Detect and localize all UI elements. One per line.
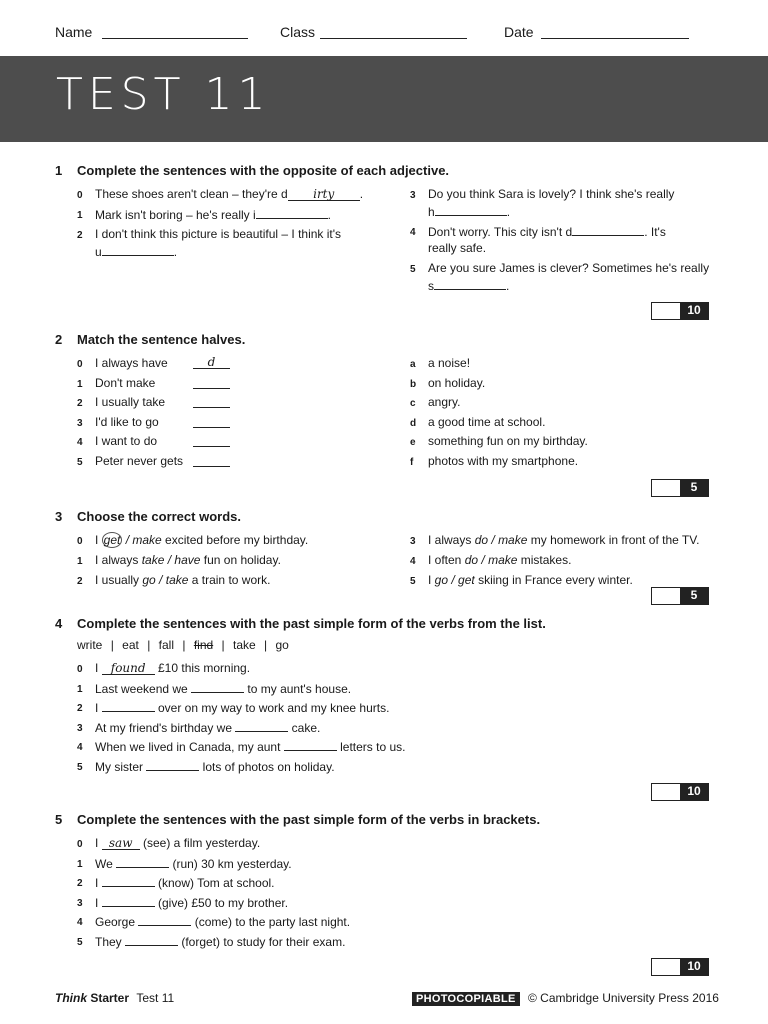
option[interactable]: take xyxy=(165,573,189,587)
word-separator: | xyxy=(182,638,186,652)
item-text: My sister xyxy=(95,759,147,774)
item-text: on holiday. xyxy=(428,375,486,390)
item-number: 1 xyxy=(77,858,83,870)
answer-blank[interactable] xyxy=(435,204,507,216)
item-number: 3 xyxy=(410,536,416,547)
item-number: 0 xyxy=(77,664,83,675)
item-text: When we lived in Canada, my aunt xyxy=(95,740,284,755)
name-field-line[interactable] xyxy=(102,38,248,39)
s1-item-3 xyxy=(428,187,674,201)
separator: / xyxy=(122,533,133,547)
item-number: 2 xyxy=(77,703,83,715)
s1-item-3-line2 xyxy=(428,204,510,219)
item-number: 5 xyxy=(77,761,83,773)
s1-item-4-line2: really safe. xyxy=(428,241,487,255)
item-number: 0 xyxy=(77,536,83,547)
item-number: 5 xyxy=(77,936,83,948)
answer-blank[interactable] xyxy=(193,416,230,428)
word-list-item: write xyxy=(77,638,103,652)
item-number: 4 xyxy=(77,437,83,449)
answer-blank[interactable] xyxy=(138,914,191,926)
item-number: 3 xyxy=(77,722,83,734)
word-separator: | xyxy=(147,638,151,652)
item-text: a good time at school. xyxy=(428,414,546,429)
option[interactable]: do xyxy=(474,533,489,547)
item-text: I always xyxy=(428,533,475,547)
item-number: 3 xyxy=(410,190,416,201)
item-text: u xyxy=(95,245,102,259)
word-list-item: fall xyxy=(158,638,174,652)
item-letter: b xyxy=(410,378,417,390)
item-text: I xyxy=(95,836,102,850)
item-number: 0 xyxy=(77,190,83,201)
item-text: a noise! xyxy=(428,356,471,370)
item-letter: a xyxy=(410,359,416,370)
answer-blank: saw xyxy=(102,838,140,850)
item-text: (see) a film yesterday. xyxy=(139,836,261,850)
s1-item-5 xyxy=(428,261,709,275)
item-text: I xyxy=(95,661,102,675)
item-letter: c xyxy=(410,398,416,410)
item-text: s xyxy=(428,279,434,293)
score-total: 10 xyxy=(680,959,708,975)
item-text: cake. xyxy=(288,720,321,735)
section-3-instruction: Choose the correct words. xyxy=(77,509,241,524)
item-text: Mark isn't boring – he's really i xyxy=(95,208,256,222)
item-text: Don't worry. This city isn't d xyxy=(428,225,573,239)
answer-blank[interactable] xyxy=(434,278,506,290)
item-text: Peter never gets xyxy=(95,453,184,468)
item-text: (forget) to study for their exam. xyxy=(178,934,346,949)
answer-blank: found xyxy=(102,663,155,675)
date-label: Date xyxy=(504,24,534,40)
item-number: 4 xyxy=(77,917,83,929)
item-text: Do you think Sara is lovely? I think she's really xyxy=(428,187,675,201)
item-text: (know) Tom at school. xyxy=(154,876,275,891)
item-text: We xyxy=(95,856,117,871)
answer-blank: irty xyxy=(288,189,360,201)
footer-book-info xyxy=(55,991,174,1005)
answer-blank[interactable] xyxy=(102,244,174,256)
section-1-number: 1 xyxy=(55,163,63,178)
section-4-instruction: Complete the sentences with the past simple form of the verbs from the list. xyxy=(77,616,546,631)
item-text: . xyxy=(506,205,511,219)
answer-blank[interactable] xyxy=(102,700,155,712)
section-4-number: 4 xyxy=(55,616,63,631)
score-total: 10 xyxy=(680,303,708,319)
item-text: mistakes. xyxy=(517,553,572,567)
s1-item-2-line2 xyxy=(95,244,177,259)
score-total: 5 xyxy=(680,588,708,604)
answer-blank[interactable] xyxy=(191,681,244,693)
s1-item-5-line2 xyxy=(428,278,509,293)
word-list-item: take xyxy=(232,638,256,652)
item-text: I usually xyxy=(95,573,143,587)
item-number: 0 xyxy=(77,839,83,850)
item-text: I xyxy=(95,533,102,547)
item-number: 5 xyxy=(77,456,83,468)
item-letter: e xyxy=(410,437,416,449)
s3-item-2 xyxy=(95,573,270,587)
word-list-item: eat xyxy=(122,638,139,652)
option[interactable]: make xyxy=(488,553,518,567)
item-text: At my friend's birthday we xyxy=(95,720,236,735)
item-text: I xyxy=(95,876,102,891)
answer-blank[interactable] xyxy=(235,720,288,732)
item-text: . xyxy=(327,208,331,222)
option[interactable]: do xyxy=(464,553,479,567)
item-number: 4 xyxy=(410,227,416,238)
item-text: Are you sure James is clever? Sometimes he's really xyxy=(428,261,710,275)
item-number: 4 xyxy=(410,556,416,567)
separator: / xyxy=(488,533,499,547)
item-number: 3 xyxy=(77,897,83,909)
s3-item-5 xyxy=(428,573,633,587)
item-text: I xyxy=(95,701,102,716)
item-text: skiing in France every winter. xyxy=(474,573,633,587)
item-text: (give) £50 to my brother. xyxy=(154,895,289,910)
s3-item-0 xyxy=(95,533,308,547)
option-circled[interactable]: get xyxy=(103,533,121,547)
item-number: 2 xyxy=(77,398,83,410)
item-text: excited before my birthday. xyxy=(161,533,309,547)
item-number: 1 xyxy=(77,683,83,695)
item-text: letters to us. xyxy=(336,740,406,755)
s3-item-1 xyxy=(95,553,281,567)
s1-item-4 xyxy=(428,224,666,239)
footer-level: Starter xyxy=(87,991,130,1005)
item-text: (come) to the party last night. xyxy=(191,915,351,930)
item-text: I don't think this picture is beautiful – I think it's xyxy=(95,227,342,241)
section-3-number: 3 xyxy=(55,509,63,524)
item-number: 3 xyxy=(77,417,83,429)
answer-blank: d xyxy=(193,357,230,369)
s3-item-4 xyxy=(428,553,571,567)
item-letter: f xyxy=(410,456,414,468)
s5-list xyxy=(77,836,577,954)
option[interactable]: go xyxy=(142,573,156,587)
score-total: 5 xyxy=(680,480,708,496)
option[interactable]: get xyxy=(458,573,475,587)
separator: / xyxy=(164,553,175,567)
answer-blank[interactable] xyxy=(146,759,199,771)
item-text: I often xyxy=(428,553,465,567)
item-letter: d xyxy=(410,417,417,429)
answer-blank[interactable] xyxy=(116,856,169,868)
class-field-line[interactable] xyxy=(320,38,467,39)
option[interactable]: make xyxy=(132,533,162,547)
option[interactable]: make xyxy=(498,533,528,547)
option[interactable]: have xyxy=(174,553,201,567)
page-title: TEST 11 xyxy=(56,69,271,120)
separator: / xyxy=(478,553,489,567)
answer-blank[interactable] xyxy=(102,895,155,907)
answer-blank[interactable] xyxy=(572,224,644,236)
item-number: 5 xyxy=(410,264,416,275)
copyright-text: © Cambridge University Press 2016 xyxy=(528,991,719,1005)
footer-test: Test 11 xyxy=(136,991,175,1005)
item-number: 1 xyxy=(77,210,83,221)
s4-list xyxy=(77,661,577,779)
word-separator: | xyxy=(110,638,114,652)
s2-right-list xyxy=(410,356,710,474)
item-number: 5 xyxy=(410,576,416,587)
answer-blank[interactable] xyxy=(193,455,230,467)
item-text: a train to work. xyxy=(188,573,271,587)
answer-blank[interactable] xyxy=(193,435,230,447)
item-text: George xyxy=(95,915,139,930)
footer-brand: Think xyxy=(55,991,87,1005)
score-total: 10 xyxy=(680,784,708,800)
item-text: . xyxy=(359,187,364,201)
separator: / xyxy=(448,573,459,587)
answer-blank[interactable] xyxy=(102,875,155,887)
score-box[interactable] xyxy=(651,958,709,976)
class-label: Class xyxy=(280,24,316,40)
item-text: I always have xyxy=(95,356,168,370)
item-text: They xyxy=(95,934,126,949)
item-text: over on my way to work and my knee hurts. xyxy=(154,701,390,716)
word-separator: | xyxy=(221,638,225,652)
photocopiable-badge: PHOTOCOPIABLE xyxy=(412,992,520,1006)
date-field-line[interactable] xyxy=(541,38,689,39)
score-box[interactable] xyxy=(651,587,709,605)
word-list-item-used: find xyxy=(193,638,214,652)
item-text: angry. xyxy=(428,395,461,410)
item-text: I xyxy=(428,573,435,587)
answer-blank[interactable] xyxy=(193,396,230,408)
item-text: £10 this morning. xyxy=(154,661,251,675)
answer-blank[interactable] xyxy=(193,377,230,389)
item-text: photos with my smartphone. xyxy=(428,453,579,468)
s1-item-1 xyxy=(95,207,331,222)
item-text: These shoes aren't clean – they're d xyxy=(95,187,288,201)
item-text: something fun on my birthday. xyxy=(428,434,588,449)
section-5-number: 5 xyxy=(55,812,63,827)
item-text: I'd like to go xyxy=(95,414,159,429)
item-text: . xyxy=(506,279,510,293)
score-box[interactable] xyxy=(651,302,709,320)
item-text: to my aunt's house. xyxy=(244,681,352,696)
separator: / xyxy=(155,573,166,587)
item-number: 1 xyxy=(77,378,83,390)
section-2-instruction: Match the sentence halves. xyxy=(77,332,246,347)
section-5-instruction: Complete the sentences with the past simple form of the verbs in brackets. xyxy=(77,812,541,827)
answer-blank[interactable] xyxy=(125,934,178,946)
option[interactable]: go xyxy=(434,573,449,587)
answer-blank[interactable] xyxy=(284,739,337,751)
score-box[interactable] xyxy=(651,783,709,801)
score-box[interactable] xyxy=(651,479,709,497)
s2-left-list xyxy=(77,356,237,474)
item-number: 2 xyxy=(77,576,83,587)
item-text: I xyxy=(95,895,102,910)
item-number: 0 xyxy=(77,359,83,370)
s1-item-2 xyxy=(95,227,341,241)
section-2-number: 2 xyxy=(55,332,63,347)
item-text: . xyxy=(173,245,178,259)
item-text: lots of photos on holiday. xyxy=(199,759,335,774)
item-number: 1 xyxy=(77,556,83,567)
item-number: 2 xyxy=(77,878,83,890)
word-list xyxy=(77,638,289,652)
item-text: fun on holiday. xyxy=(200,553,281,567)
item-text: I usually take xyxy=(95,395,166,410)
name-label: Name xyxy=(55,24,93,40)
item-text: Last weekend we xyxy=(95,681,192,696)
word-separator: | xyxy=(264,638,268,652)
item-number: 2 xyxy=(77,230,83,241)
word-list-item: go xyxy=(275,638,289,652)
s1-item-0 xyxy=(95,187,363,201)
item-text: my homework in front of the TV. xyxy=(527,533,700,547)
item-text: Don't make xyxy=(95,375,156,390)
item-text: (run) 30 km yesterday. xyxy=(169,856,292,871)
section-1-instruction: Complete the sentences with the opposite of each adjective. xyxy=(77,163,450,178)
answer-blank[interactable] xyxy=(256,207,328,219)
item-number: 4 xyxy=(77,742,83,754)
item-text: . It's xyxy=(644,225,666,239)
option[interactable]: take xyxy=(141,553,165,567)
footer-rights xyxy=(412,991,719,1005)
item-text: I always xyxy=(95,553,142,567)
item-text: h xyxy=(428,205,435,219)
s3-item-3 xyxy=(428,533,699,547)
item-text: I want to do xyxy=(95,434,158,449)
